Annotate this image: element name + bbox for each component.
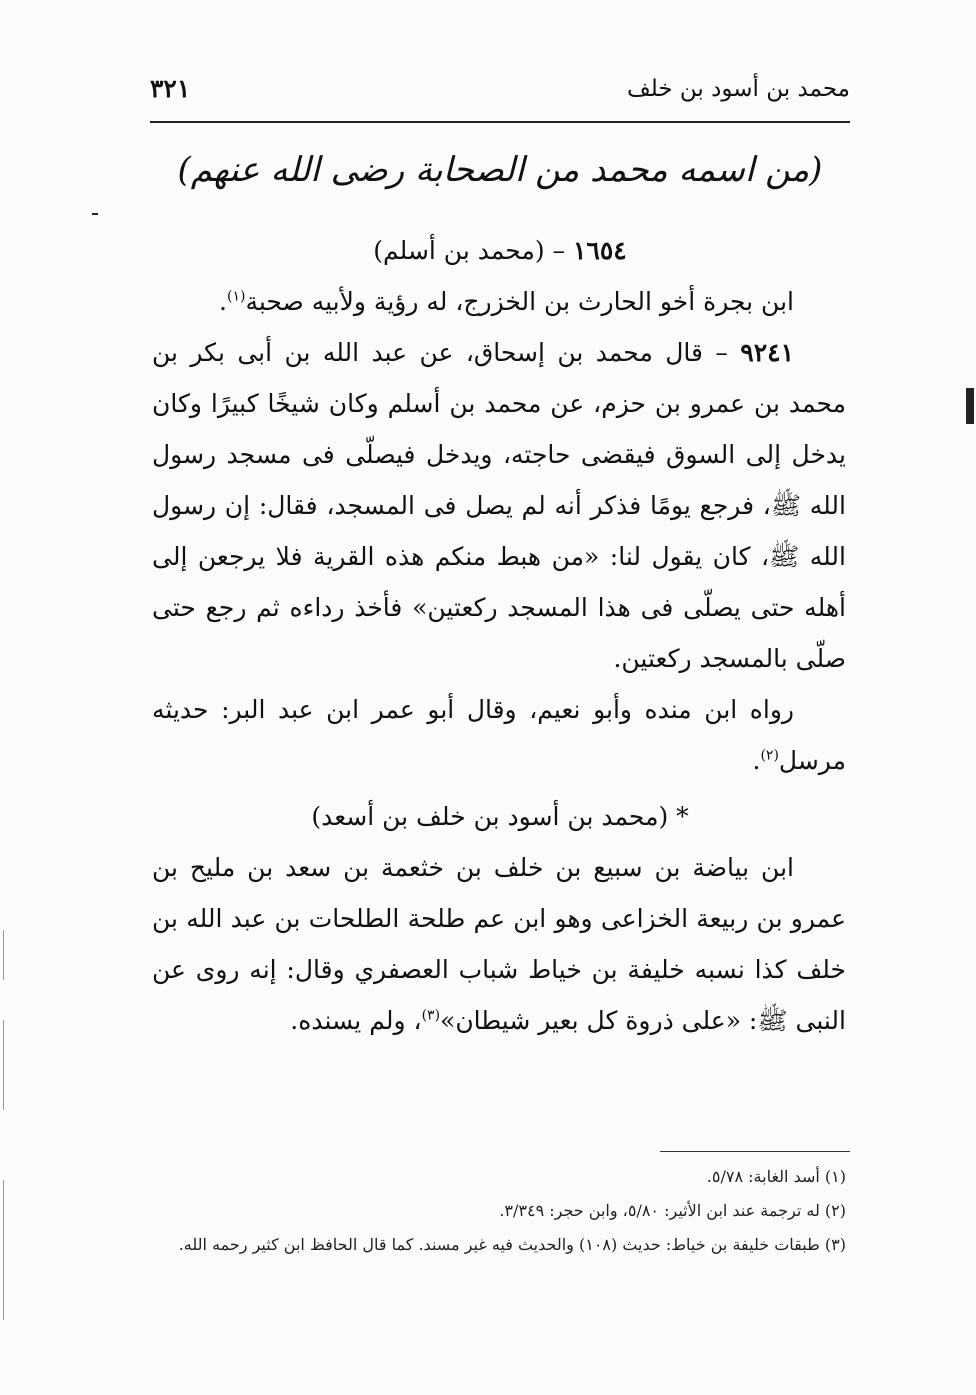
footnote-3: (٣) طبقات خليفة بن خياط: حديث (١٠٨) والحديث فيه غير مسند. كما قال الحافظ ابن كثير رحمه الله. [178,1235,846,1254]
narration-text: رواه ابن منده وأبو نعيم، وقال أبو عمر ابن عبد البر: حديثه مرسل [152,695,846,775]
entry-aswad-text-end: ، ولم يسنده. [290,1006,422,1035]
footnotes [152,1160,846,1262]
entry-aswad-paragraph [152,842,846,1046]
footnote-ref-3: (٣) [421,1007,441,1024]
hadith-number: ٩٢٤١ [740,338,794,367]
entry-star: * [676,802,689,831]
page-number: ٣٢١ [150,74,191,103]
scan-edge-mark [966,388,974,424]
page-header [150,74,850,114]
footnote-1: (١) أسد الغابة: ٥/٧٨. [706,1167,846,1186]
hadith-paragraph [152,327,846,684]
entry-heading-aswad [150,802,850,831]
entry-intro-text: ابن بجرة أخو الحارث بن الخزرج، له رؤية ولأبيه صحبة [245,287,794,316]
entry-1654-body [152,276,846,786]
entry-heading-1654 [150,236,850,265]
scan-edge-line [3,930,4,980]
footnote-ref-2: (٢) [760,747,779,764]
narration-paragraph: رواه ابن منده وأبو نعيم، وقال أبو عمر ابن عبد البر: حديثه مرسل$^{(٢)}$. [152,695,846,775]
entry-name: (محمد بن أسود بن خلف بن أسعد) [311,802,669,831]
entry-name: (محمد بن أسلم) [373,236,545,265]
entry-intro: ابن بجرة أخو الحارث بن الخزرج، له رؤية ولأبيه صحبة$^{(١)}$. [219,287,794,316]
entry-aswad-body [152,842,846,1046]
entry-number: ١٦٥٤ [573,236,627,265]
running-title: محمد بن أسود بن خلف [626,76,850,102]
entry-dash: – [552,236,566,265]
footnote-rule [660,1151,850,1152]
scan-edge-line [3,1020,4,1110]
scan-speck [92,213,98,215]
section-title: (من اسمه محمد من الصحابة رضى الله عنهم) [177,150,823,190]
footnote-2: (٢) له ترجمة عند ابن الأثير: ٥/٨٠، وابن حجر: ٣/٣٤٩. [499,1201,846,1220]
entry-aswad-text: ابن بياضة بن سبيع بن خلف بن خثعمة بن سعد بن مليح بن عمرو بن ربيعة الخزاعى وهو ابن عم طلحة الطلحات بن عبد الله بن خلف كذا نسبه خليفة بن خياط شباب العصفري وقال: إنه روى عن النبى ﷺ: «على ذروة كل بعير شيطان» [152,853,846,1035]
hadith-text: قال محمد بن إسحاق، عن عبد الله بن أبى بكر بن محمد بن عمرو بن حزم، عن محمد بن أسلم وكان شيخًا كبيرًا وكان يدخل إلى السوق فيقضى حاجته، ويدخل فيصلّى فى مسجد رسول الله ﷺ، فرجع يومًا فذكر أنه لم يصل فى المسجد، فقال: إن رسول الله ﷺ، كان يقول لنا: «من هبط منكم هذه القرية فلا يرجعن إلى أهله حتى يصلّى فى هذا المسجد ركعتين» فأخذ رداءه ثم رجع حتى صلّى بالمسجد ركعتين. [152,338,846,673]
scan-edge-line [3,1180,4,1320]
header-rule [150,121,850,123]
hadith-dash: – [715,338,728,367]
footnote-ref-1: (١) [227,288,246,305]
